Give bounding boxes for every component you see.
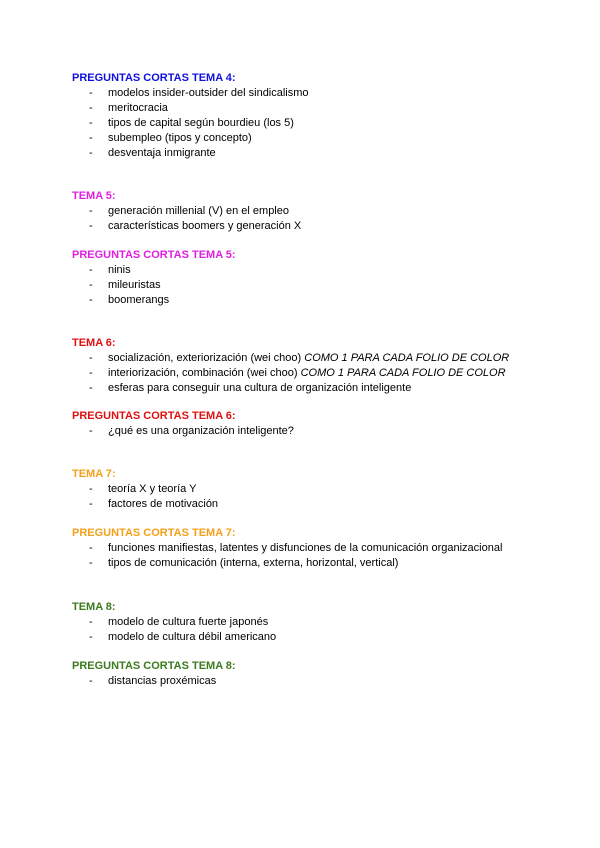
bullet-dash: - (89, 542, 93, 554)
bullet-list (72, 204, 572, 234)
item-text: interiorización, combinación (wei choo) (108, 367, 301, 379)
section-heading: PREGUNTAS CORTAS TEMA 6: (72, 410, 236, 422)
list-item (72, 556, 572, 571)
section-tema4-preguntas (72, 71, 572, 161)
bullet-list (72, 86, 572, 161)
item-text: ¿qué es una organización inteligente? (108, 425, 294, 437)
item-text: ninis (108, 264, 131, 276)
item-text: subempleo (tipos y concepto) (108, 132, 252, 144)
bullet-dash: - (89, 352, 93, 364)
section-tema6 (72, 336, 572, 396)
section-heading: PREGUNTAS CORTAS TEMA 8: (72, 660, 236, 672)
bullet-dash: - (89, 132, 93, 144)
section-heading: TEMA 8: (72, 601, 116, 613)
item-text: mileuristas (108, 279, 161, 291)
item-text: funciones manifiestas, latentes y disfunciones de la comunicación organizacional (108, 542, 503, 554)
bullet-dash: - (89, 498, 93, 510)
section-heading: PREGUNTAS CORTAS TEMA 4: (72, 72, 236, 84)
bullet-list (72, 615, 572, 645)
item-text: meritocracia (108, 102, 168, 114)
section-tema7 (72, 467, 572, 512)
item-text: tipos de comunicación (interna, externa, horizontal, vertical) (108, 557, 399, 569)
list-item (72, 101, 572, 116)
item-text: boomerangs (108, 294, 170, 306)
list-item (72, 541, 572, 556)
list-item (72, 278, 572, 293)
bullet-dash: - (89, 264, 93, 276)
list-item (72, 86, 572, 101)
list-item (72, 482, 572, 497)
item-text: generación millenial (V) en el empleo (108, 205, 289, 217)
bullet-dash: - (89, 631, 93, 643)
bullet-dash: - (89, 483, 93, 495)
bullet-dash: - (89, 205, 93, 217)
list-item (72, 131, 572, 146)
section-heading: TEMA 7: (72, 468, 116, 480)
item-text: tipos de capital según bourdieu (los 5) (108, 117, 294, 129)
section-heading: PREGUNTAS CORTAS TEMA 7: (72, 527, 236, 539)
bullet-list (72, 674, 572, 689)
item-text: características boomers y generación X (108, 220, 302, 232)
bullet-dash: - (89, 425, 93, 437)
item-text: esferas para conseguir una cultura de organización inteligente (108, 382, 412, 394)
list-item (72, 424, 572, 439)
bullet-dash: - (89, 102, 93, 114)
bullet-dash: - (89, 382, 93, 394)
bullet-list (72, 263, 572, 308)
item-text: socialización, exteriorización (wei choo) (108, 352, 305, 364)
item-note: COMO 1 PARA CADA FOLIO DE COLOR (304, 352, 510, 364)
item-text: desventaja inmigrante (108, 147, 216, 159)
item-text: factores de motivación (108, 498, 219, 510)
list-item (72, 366, 572, 381)
section-tema8-preguntas (72, 659, 572, 689)
list-item (72, 497, 572, 512)
item-text: modelos insider-outsider del sindicalismo (108, 87, 309, 99)
list-item (72, 219, 572, 234)
list-item (72, 116, 572, 131)
bullet-dash: - (89, 117, 93, 129)
section-heading: TEMA 5: (72, 190, 116, 202)
bullet-dash: - (89, 367, 93, 379)
bullet-dash: - (89, 279, 93, 291)
section-tema8 (72, 600, 572, 645)
bullet-list (72, 482, 572, 512)
section-tema5-preguntas (72, 248, 572, 308)
section-tema7-preguntas (72, 526, 572, 571)
section-tema6-preguntas (72, 409, 572, 439)
list-item (72, 381, 572, 396)
section-tema5 (72, 189, 572, 234)
item-note: COMO 1 PARA CADA FOLIO DE COLOR (300, 367, 506, 379)
bullet-list (72, 541, 572, 571)
bullet-list (72, 424, 572, 439)
bullet-dash: - (89, 220, 93, 232)
item-text: distancias proxémicas (108, 675, 217, 687)
bullet-dash: - (89, 87, 93, 99)
section-heading: PREGUNTAS CORTAS TEMA 5: (72, 249, 236, 261)
bullet-dash: - (89, 147, 93, 159)
bullet-list (72, 351, 572, 396)
list-item (72, 146, 572, 161)
item-text: teoría X y teoría Y (108, 483, 197, 495)
list-item (72, 615, 572, 630)
item-text: modelo de cultura fuerte japonés (108, 616, 269, 628)
bullet-dash: - (89, 557, 93, 569)
section-heading: TEMA 6: (72, 337, 116, 349)
item-text: modelo de cultura débil americano (108, 631, 277, 643)
bullet-dash: - (89, 616, 93, 628)
list-item (72, 263, 572, 278)
list-item (72, 630, 572, 645)
bullet-dash: - (89, 675, 93, 687)
list-item (72, 204, 572, 219)
list-item (72, 351, 572, 366)
bullet-dash: - (89, 294, 93, 306)
list-item (72, 293, 572, 308)
list-item (72, 674, 572, 689)
